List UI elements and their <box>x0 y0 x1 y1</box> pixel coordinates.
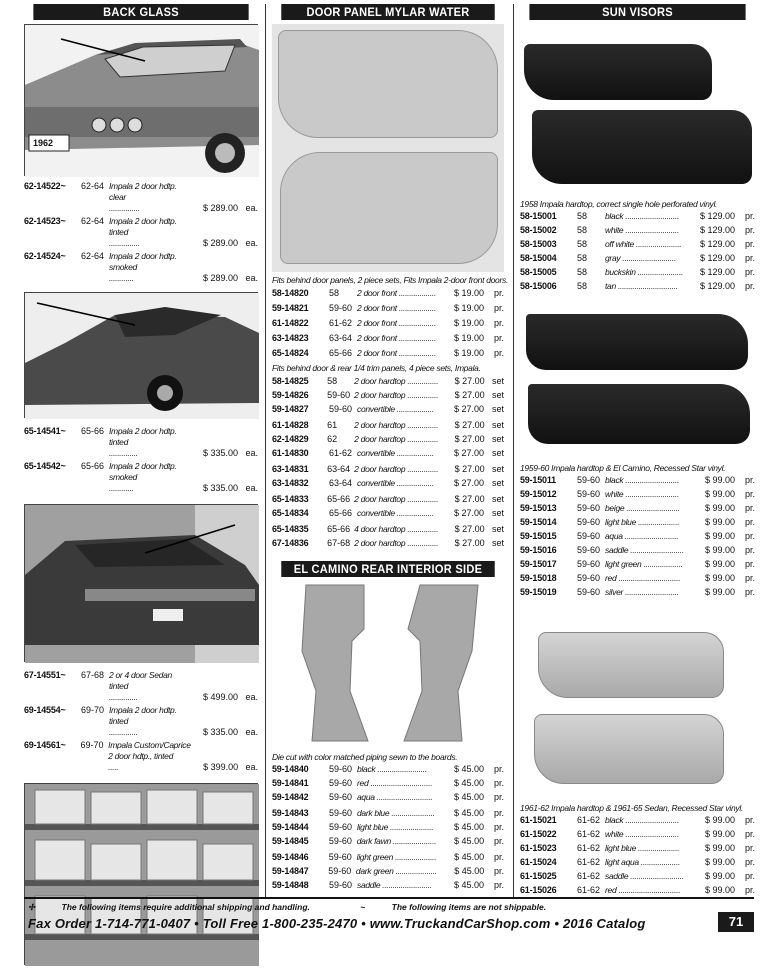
list-item: 61-14822 61-62 2 door front .................. $ 19.00 pr. <box>272 318 504 328</box>
list-item: 69-14561~ 69-70 Impala Custom/Caprice 2 door hdtp., tinted ..... $ 399.00 ea. <box>24 740 258 772</box>
shipping-note-2: ~ The following items are not shippable. <box>360 902 547 912</box>
list-item: 62-14524~ 62-64 Impala 2 door hdtp. smoked ............ $ 289.00 ea. <box>24 251 258 283</box>
visor-list-3 <box>520 814 755 896</box>
back-glass-list-3 <box>24 670 258 773</box>
product-intro: 1958 Impala hardtop, correct single hole perforated vinyl. <box>520 199 718 209</box>
section-header: EL CAMINO REAR INTERIOR SIDE PANELS <box>281 561 494 577</box>
car-photo-1962 <box>24 24 258 176</box>
visor-image <box>532 110 752 184</box>
section-header: BACK GLASS <box>33 4 248 20</box>
list-item: 59-15018 59-60 red .............................. $ 99.00 pr. <box>520 573 755 583</box>
section-header: DOOR PANEL MYLAR WATER <box>281 4 494 20</box>
list-item: 59-15019 59-60 silver .......................... $ 99.00 pr. <box>520 587 755 597</box>
list-item: 61-14828 61 2 door hardtop ............... $ 27.00 set <box>272 420 504 430</box>
contact-line: Fax Order 1-714-771-0407 • Toll Free 1-800-235-2470 • www.TruckandCarShop.com • 2016 Catalog <box>28 916 646 931</box>
list-item: 59-15016 59-60 saddle .......................... $ 99.00 pr. <box>520 545 755 555</box>
list-item: 63-14823 63-64 2 door front .................. $ 19.00 pr. <box>272 333 504 343</box>
list-item: 61-15025 61-62 saddle .......................... $ 99.00 pr. <box>520 871 755 881</box>
list-item: 61-15022 61-62 white .......................... $ 99.00 pr. <box>520 829 755 839</box>
list-item: 58-15006 58 tan ............................. $ 129.00 pr. <box>520 281 755 291</box>
visor-image <box>534 714 724 784</box>
list-item: 59-14848 59-60 saddle ........................ $ 45.00 pr. <box>272 880 504 890</box>
list-item: 59-14840 59-60 black ........................ $ 45.00 pr. <box>272 764 504 774</box>
list-item: 59-14841 59-60 red .............................. $ 45.00 pr. <box>272 778 504 788</box>
tilde-icon: ~ <box>360 902 366 912</box>
mylar-photo <box>272 24 504 272</box>
list-item: 58-15004 58 gray .......................... $ 129.00 pr. <box>520 253 755 263</box>
list-item: 59-14844 59-60 light blue ..................... $ 45.00 pr. <box>272 822 504 832</box>
list-item: 58-15005 58 buckskin ...................... $ 129.00 pr. <box>520 267 755 277</box>
visor-image <box>524 44 712 100</box>
visor-photo-61 <box>520 622 755 798</box>
door-shield-image <box>278 30 498 138</box>
visor-list-1 <box>520 210 755 292</box>
visor-image <box>538 632 724 698</box>
list-item: 59-14826 59-60 2 door hardtop ............... $ 27.00 set <box>272 390 504 400</box>
back-glass-list-1 <box>24 181 258 284</box>
page-number: 71 <box>718 912 754 932</box>
product-intro: Fits behind door & rear 1/4 trim panels, 4 piece sets, Impala. <box>272 363 481 373</box>
list-item: 65-14834 65-66 convertible .................. $ 27.00 set <box>272 508 504 518</box>
column-divider <box>265 4 266 897</box>
list-item: 65-14833 65-66 2 door hardtop ............... $ 27.00 set <box>272 494 504 504</box>
visor-photo-59 <box>520 300 755 460</box>
list-item: 58-14820 58 2 door front .................. $ 19.00 pr. <box>272 288 504 298</box>
mylar-section <box>272 4 509 891</box>
sun-visors-section <box>520 4 755 896</box>
product-intro: Fits behind door panels, 2 piece sets, Fits Impala 2-door front doors. <box>272 275 509 285</box>
list-item: 67-14551~ 67-68 2 or 4 door Sedan tinted .............. $ 499.00 ea. <box>24 670 258 702</box>
list-item: 59-15011 59-60 black .......................... $ 99.00 pr. <box>520 475 755 485</box>
visor-list-2 <box>520 474 755 598</box>
list-item: 65-14824 65-66 2 door front .................. $ 19.00 pr. <box>272 348 504 358</box>
visor-image <box>526 314 748 370</box>
list-item: 61-14830 61-62 convertible .................. $ 27.00 set <box>272 448 504 458</box>
list-item: 59-14821 59-60 2 door front .................. $ 19.00 pr. <box>272 303 504 313</box>
mylar-list-1 <box>272 287 504 359</box>
mylar-list-2 <box>272 375 504 549</box>
list-item: 65-14542~ 65-66 Impala 2 door hdtp. smoked ............ $ 335.00 ea. <box>24 461 258 493</box>
list-item: 59-15014 59-60 light blue .................... $ 99.00 pr. <box>520 517 755 527</box>
list-item: 59-14827 59-60 convertible .................. $ 27.00 set <box>272 404 504 414</box>
list-item: 58-15001 58 black .......................... $ 129.00 pr. <box>520 211 755 221</box>
list-item: 63-14831 63-64 2 door hardtop ............... $ 27.00 set <box>272 464 504 474</box>
list-item: 59-15012 59-60 white .......................... $ 99.00 pr. <box>520 489 755 499</box>
product-intro: 1961-62 Impala hardtop & 1961-65 Sedan, Recessed Star vinyl. <box>520 803 743 813</box>
list-item: 62-14523~ 62-64 Impala 2 door hdtp. tinted ............... $ 289.00 ea. <box>24 216 258 248</box>
door-shield-image <box>280 152 498 264</box>
list-item: 59-14842 59-60 aqua ........................... $ 45.00 pr. <box>272 792 504 802</box>
list-item: 62-14829 62 2 door hardtop ............... $ 27.00 set <box>272 434 504 444</box>
back-glass-list-2 <box>24 426 258 494</box>
car-photo-1967 <box>24 504 258 662</box>
list-item: 61-15024 61-62 light aqua ................... $ 99.00 pr. <box>520 857 755 867</box>
list-item: 59-14846 59-60 light green .................... $ 45.00 pr. <box>272 852 504 862</box>
list-item: 59-15013 59-60 beige .......................... $ 99.00 pr. <box>520 503 755 513</box>
el-camino-photo <box>272 581 504 749</box>
list-item: 62-14522~ 62-64 Impala 2 door hdtp. clear ............... $ 289.00 ea. <box>24 181 258 213</box>
back-glass-section <box>24 4 258 965</box>
footer-rule <box>24 897 754 899</box>
list-item: 59-15015 59-60 aqua .......................... $ 99.00 pr. <box>520 531 755 541</box>
el-camino-list <box>272 763 504 891</box>
car-illustration <box>25 293 259 419</box>
list-item: 61-15026 61-62 red .............................. $ 99.00 pr. <box>520 885 755 895</box>
list-item: 58-15003 58 off white ...................... $ 129.00 pr. <box>520 239 755 249</box>
list-item: 59-14847 59-60 dark green .................... $ 45.00 pr. <box>272 866 504 876</box>
list-item: 61-15021 61-62 black .......................... $ 99.00 pr. <box>520 815 755 825</box>
license-plate-text: 1962 <box>33 138 54 148</box>
product-intro: 1959-60 Impala hardtop & El Camino, Recessed Star vinyl. <box>520 463 726 473</box>
side-panels-illustration <box>272 581 504 749</box>
glass-stock-photo <box>24 783 258 965</box>
product-intro: Die cut with color matched piping sewn to the boards. <box>272 752 458 762</box>
list-item: 65-14541~ 65-66 Impala 2 door hdtp. tinted .............. $ 335.00 ea. <box>24 426 258 458</box>
list-item: 58-14825 58 2 door hardtop ............... $ 27.00 set <box>272 376 504 386</box>
list-item: 67-14836 67-68 2 door hardtop ............... $ 27.00 set <box>272 538 504 548</box>
visor-image <box>528 384 750 444</box>
list-item: 65-14835 65-66 4 door hardtop ............... $ 27.00 set <box>272 524 504 534</box>
list-item: 59-15017 59-60 light green ................... $ 99.00 pr. <box>520 559 755 569</box>
shipping-notes <box>28 902 594 913</box>
visor-photo-58 <box>520 24 755 194</box>
list-item: 69-14554~ 69-70 Impala 2 door hdtp. tinted .............. $ 335.00 ea. <box>24 705 258 737</box>
car-illustration <box>25 505 259 663</box>
shipping-note-1: ✢ The following items require additional shipping and handling. <box>28 902 310 912</box>
list-item: 59-14845 59-60 dark fawn ..................... $ 45.00 pr. <box>272 836 505 846</box>
warehouse-shelves-illustration <box>25 784 259 966</box>
cross-icon: ✢ <box>28 902 36 912</box>
column-divider <box>513 4 514 897</box>
list-item: 58-15002 58 white .......................... $ 129.00 pr. <box>520 225 755 235</box>
car-photo-1965 <box>24 292 258 418</box>
list-item: 59-14843 59-60 dark blue ..................... $ 45.00 pr. <box>272 808 504 818</box>
car-illustration <box>25 25 259 177</box>
list-item: 61-15023 61-62 light blue .................... $ 99.00 pr. <box>520 843 755 853</box>
list-item: 63-14832 63-64 convertible .................. $ 27.00 set <box>272 478 504 488</box>
section-header: SUN VISORS <box>529 4 745 20</box>
